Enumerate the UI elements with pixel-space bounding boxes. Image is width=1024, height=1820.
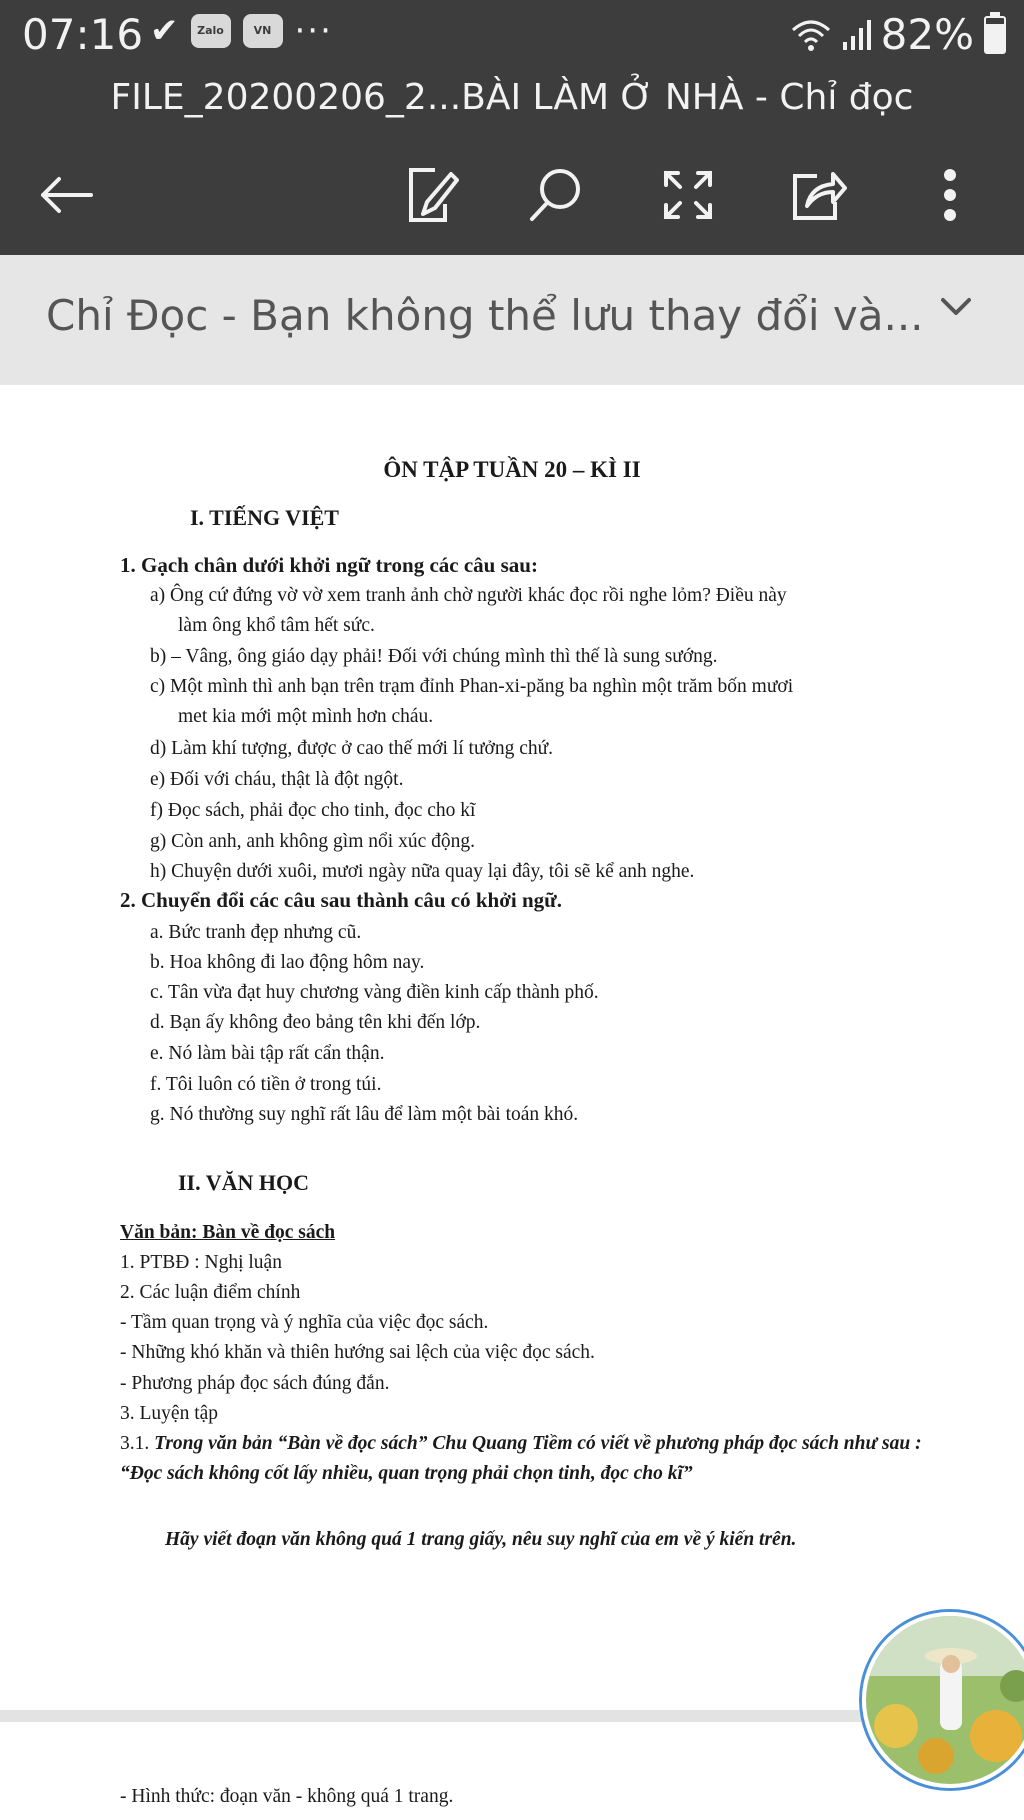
document-title: FILE_20200206_2...BÀI LÀM Ở NHÀ - Chỉ đọc [110,77,914,118]
q2-item-c: c. Tân vừa đạt huy chương vàng điền kinh cấp thành phố. [150,982,599,1003]
q1-item-c-cont: met kia mới một mình hơn cháu. [178,706,434,727]
q2-item-e: e. Nó làm bài tập rất cẩn thận. [150,1043,385,1064]
doc-line-3: - Tầm quan trọng và ý nghĩa của việc đọc sách. [120,1312,489,1333]
signal-icon [841,18,871,52]
back-button[interactable] [25,155,105,235]
q1-item-c: c) Một mình thì anh bạn trên trạm đỉnh Phan-xi-păng ba nghìn một trăm bốn mươi [150,676,794,697]
battery-icon [984,16,1006,54]
search-icon [528,167,584,223]
q1-item-a: a) Ông cứ đứng vờ vờ xem tranh ảnh chờ người khác đọc rồi nghe lỏm? Điều này [150,585,787,606]
wifi-icon [791,18,831,52]
doc-line-2: 2. Các luận điểm chính [120,1282,301,1303]
q2-item-f: f. Tôi luôn có tiền ở trong túi. [150,1074,382,1095]
page-title: ÔN TẬP TUẦN 20 – KÌ II [383,457,641,482]
q1-item-f: f) Đọc sách, phải đọc cho tinh, đọc cho kĩ [150,800,476,821]
exercise-3-1 [120,1429,940,1489]
fullscreen-button[interactable] [648,155,728,235]
q1-item-b: b) – Vâng, ông giáo dạy phải! Đối với chúng mình thì thế là sung sướng. [150,646,718,667]
chat-head-avatar[interactable] [862,1612,1024,1788]
download-done-icon: ✔ [150,11,179,51]
battery-fill [986,24,1004,52]
q1-item-h: h) Chuyện dưới xuôi, mươi ngày nữa quay lại đây, tôi sẽ kể anh nghe. [150,861,695,882]
q2-item-g: g. Nó thường suy nghĩ rất lâu để làm một bài toán khó. [150,1104,579,1125]
doc-line-5: - Phương pháp đọc sách đúng đắn. [120,1373,390,1394]
battery-percent: 82% [880,10,974,59]
q2-item-a: a. Bức tranh đẹp nhưng cũ. [150,922,362,943]
question-2: 2. Chuyển đổi các câu sau thành câu có khởi ngữ. [120,888,562,912]
q2-item-d: d. Bạn ấy không đeo bảng tên khi đến lớp. [150,1012,481,1033]
banner-text: Chỉ Đọc - Bạn không thể lưu thay đổi và... [46,291,924,340]
fullscreen-icon [662,169,714,221]
toolbar [0,145,1024,245]
more-vert-icon [940,167,960,223]
share-button[interactable] [778,155,858,235]
app-header [0,75,1024,255]
doc-line-6: 3. Luyện tập [120,1403,219,1424]
status-bar [0,0,1024,75]
exercise-number: 3.1. [120,1433,155,1454]
q1-item-g: g) Còn anh, anh không gìm nổi xúc động. [150,831,475,852]
text-heading: Văn bản: Bàn về đọc sách [120,1222,336,1243]
page2-line: - Hình thức: đoạn văn - không quá 1 trang. [120,1786,454,1807]
section-heading-van-hoc: II. VĂN HỌC [178,1170,310,1195]
exercise-text: Trong văn bản “Bàn về đọc sách” Chu Quang Tiềm có viết về phương pháp đọc sách như sau : “Đọc sách không cốt lấy nhiều, quan trọng phải chọn tinh, đọc cho kĩ” [120,1433,922,1484]
notification-icons [150,11,333,51]
vn-app-icon: VN [243,14,283,48]
question-1: 1. Gạch chân dưới khởi ngữ trong các câu sau: [120,553,538,577]
exercise-task: Hãy viết đoạn văn không quá 1 trang giấy, nêu suy nghĩ của em về ý kiến trên. [165,1529,797,1550]
q2-item-b: b. Hoa không đi lao động hôm nay. [150,952,425,973]
q1-item-d: d) Làm khí tượng, được ở cao thế mới lí tưởng chứ. [150,738,554,759]
doc-line-4: - Những khó khăn và thiên hướng sai lệch của việc đọc sách. [120,1342,595,1363]
q1-item-e: e) Đối với cháu, thật là đột ngột. [150,769,404,790]
edit-button[interactable] [392,155,472,235]
clock: 07:16 [22,10,144,59]
avatar-photo [866,1616,1024,1784]
q1-item-a-cont: làm ông khổ tâm hết sức. [178,615,375,636]
doc-line-1: 1. PTBĐ : Nghị luận [120,1252,282,1273]
chevron-down-icon[interactable] [940,297,972,317]
more-options-button[interactable] [910,155,990,235]
zalo-icon: Zalo [191,14,231,48]
section-heading-tieng-viet: I. TIẾNG VIỆT [190,505,339,530]
document-page [0,385,1024,1710]
edit-icon [405,166,459,224]
search-button[interactable] [516,155,596,235]
back-arrow-icon [37,175,93,215]
share-icon [789,168,847,222]
system-status [791,10,1006,59]
more-notifications-icon: ··· [294,11,333,51]
read-only-banner[interactable] [0,255,1024,385]
